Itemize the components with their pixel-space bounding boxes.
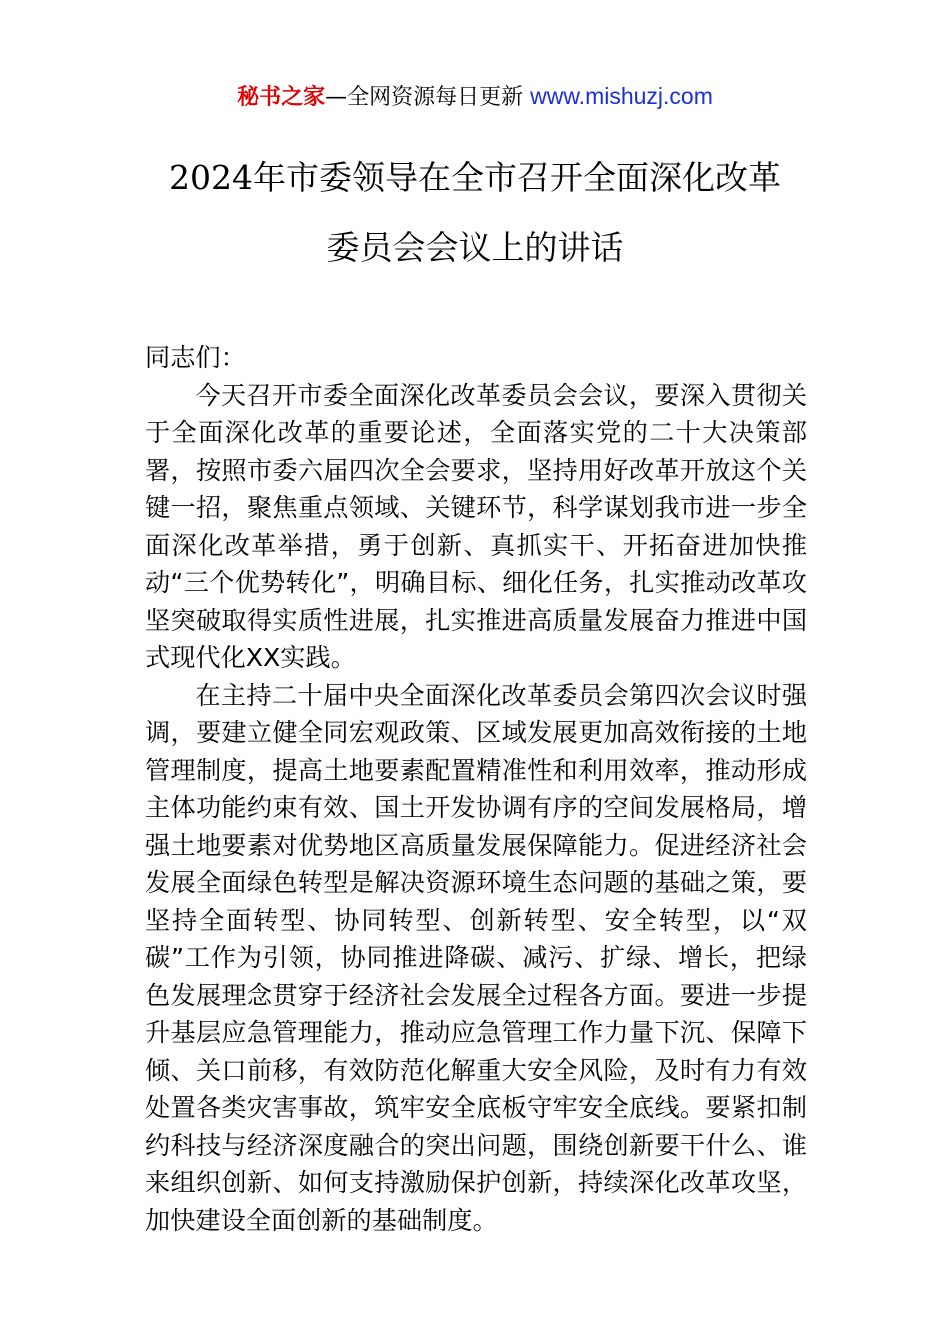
title-line-1: 2024年市委领导在全市召开全面深化改革 [169,158,781,197]
site-tagline: —全网资源每日更新 [325,85,531,110]
body-paragraph-2: 在主持二十届中央全面深化改革委员会第四次会议时强调，要建立健全同宏观政策、区域发展更加高效衔接的土地管理制度，提高土地要素配置精准性和利用效率，推动形成主体功能约束有效、国土开发协调有序的空间发展格局，增强土地要素对优势地区高质量发展保障能力。促进经济社会发展全面绿色转型是解决资源环境生态问题的基础之策，要坚持全面转型、协同转型、创新转型、安全转型，以“双碳”工作为引领，协同推进降碳、减污、扩绿、增长，把绿色发展理念贯穿于经济社会发展全过程各方面。要进一步提升基层应急管理能力，推动应急管理工作力量下沉、保障下倾、关口前移，有效防范化解重大安全风险，及时有力有效处置各类灾害事故，筑牢安全底板守牢安全底线。要紧扣制约科技与经济深度融合的突出问题，围绕创新要干什么、谁来组织创新、如何支持激励保护创新，持续深化改革攻坚，加快建设全面创新的基础制度。 [145,680,807,1235]
site-brand: 秘书之家 [237,85,326,110]
document-body [145,339,807,1239]
document-title [100,152,850,274]
title-line-2: 委员会会议上的讲话 [326,228,624,267]
salutation: 同志们： [145,343,246,372]
site-header [0,80,950,114]
site-url-link[interactable]: www.mishuzj.com [530,83,713,109]
body-paragraph-1: 今天召开市委全面深化改革委员会会议，要深入贯彻关于全面深化改革的重要论述，全面落实党的二十大决策部署，按照市委六届四次全会要求，坚持用好改革开放这个关键一招，聚焦重点领域、关键环节，科学谋划我市进一步全面深化改革举措，勇于创新、真抓实干、开拓奋进加快推动“三个优势转化”，明确目标、细化任务，扎实推动改革攻坚突破取得实质性进展，扎实推进高质量发展奋力推进中国式现代化XX实践。 [145,380,807,672]
